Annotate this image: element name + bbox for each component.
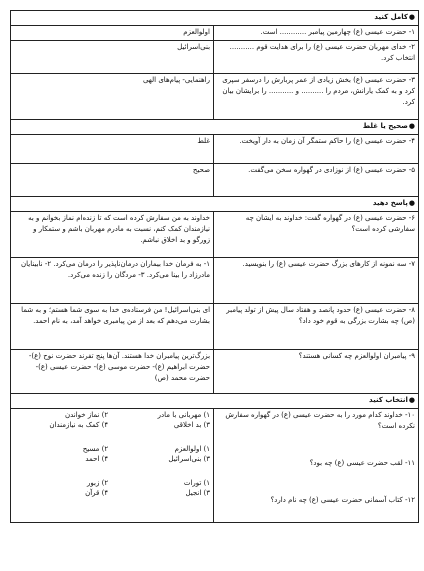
answer-2: بنی‌اسرائیل	[11, 41, 214, 74]
option: ۳) انجیل	[185, 489, 211, 497]
question-12: ۱۲- کتاب آسمانی حضرت عیسی (ع) چه نام دارد؟	[270, 496, 416, 504]
section-header-choose: ●انتخاب کنید	[11, 394, 419, 409]
bullet-icon: ●	[408, 396, 416, 404]
option: ۴) قرآن	[85, 489, 109, 497]
table-row	[11, 26, 419, 41]
question-2: ۲- خدای مهربان حضرت عیسی (ع) را برای هدایت قوم ........... انتخاب کرد.	[214, 41, 419, 74]
question-11: ۱۱- لقب حضرت عیسی (ع) چه بود؟	[309, 459, 416, 467]
answer-9: بزرگ‌ترین پیامبران خدا هستند. آن‌ها پنج تفرند حضرت نوح (ع)- حضرت ابراهیم (ع)- حضرت موسی (ع)- حضرت عیسی (ع)- حضرت محمد (ص)	[11, 350, 214, 394]
bullet-icon: ●	[408, 13, 416, 21]
table-row	[11, 409, 419, 523]
answer-5: صحیح	[11, 164, 214, 197]
option: ۱) اولوالعزم	[174, 445, 211, 453]
answer-6: خداوند به من سفارش کرده است که تا زنده‌ام نماز بخوانم و به نیازمندان کمک کنم، نسبت به مادرم مهربان باشم و ستمکار و زورگو و بد اخلاق نباشم.	[11, 212, 214, 258]
answer-7: ۱- به فرمان خدا بیماران درمان‌ناپذیر را درمان می‌کرد. ۲- نابینایان مادرزاد را بینا می‌کرد. ۳- مردگان را زنده می‌کرد.	[11, 258, 214, 304]
answer-3: راهنمایی- پیام‌های الهی	[11, 74, 214, 120]
answer-4: غلط	[11, 135, 214, 164]
option: ۲) نماز خواندن	[64, 411, 109, 419]
table-row	[11, 41, 419, 74]
question-5: ۵- حضرت عیسی (ع) از نوزادی در گهواره سخن می‌گفت.	[214, 164, 419, 197]
table-row	[11, 135, 419, 164]
table-row	[11, 350, 419, 394]
option: ۴) احمد	[85, 455, 109, 463]
question-3: ۳- حضرت عیسی (ع) بخش زیادی از عمر پربارش را درسفر سپری کرد و به کمک یارانش، مردم را .......... و ........... را برایشان بیان کرد.	[214, 74, 419, 120]
question-9: ۹- پیامبران اولوالعزم چه کسانی هستند؟	[214, 350, 419, 394]
option: ۲) مسیح	[82, 445, 109, 453]
worksheet-table	[10, 10, 419, 523]
question-8: ۸- حضرت عیسی (ع) حدود پانصد و هفتاد سال پیش از تولد پیامبر (ص) چه بشارت بزرگی به قوم خود داد؟	[214, 304, 419, 350]
section-header-answer: ●پاسخ دهید	[11, 197, 419, 212]
section-header-truefalse: ●صحیح یا غلط	[11, 120, 419, 135]
table-row	[11, 74, 419, 120]
table-row	[11, 164, 419, 197]
option: ۳) بنی‌اسرائیل	[168, 455, 211, 463]
table-row	[11, 258, 419, 304]
question-4: ۴- حضرت عیسی (ع) را حاکم ستمگر آن زمان به دار آویخت.	[214, 135, 419, 164]
table-row	[11, 304, 419, 350]
option: ۴) کمک به نیازمندان	[49, 421, 109, 429]
answer-1: اولوالعزم	[11, 26, 214, 41]
options-10-12	[11, 409, 214, 523]
question-7: ۷- سه نمونه از کارهای بزرگ حضرت عیسی (ع) را بنویسید.	[214, 258, 419, 304]
bullet-icon: ●	[408, 122, 416, 130]
option: ۲) زبور	[87, 479, 109, 487]
option: ۱) مهربانی با مادر	[157, 411, 211, 419]
question-1: ۱- حضرت عیسی (ع) چهارمین پیامبر ............ است.	[214, 26, 419, 41]
question-10: ۱۰- خداوند کدام مورد را به حضرت عیسی (ع) در گهواره سفارش نکرده است؟	[225, 411, 416, 430]
bullet-icon: ●	[408, 199, 416, 207]
question-6: ۶- حضرت عیسی (ع) در گهواره گفت: خداوند به ایشان چه سفارشی کرده است؟	[214, 212, 419, 258]
section-header-fill: ●کامل کنید	[11, 11, 419, 26]
answer-8: ای بنی‌اسرائیل! من فرستاده‌ی خدا به سوی شما هستم؛ و به شما بشارت می‌دهم که بعد از من پیامبری خواهد آمد، به نام احمد.	[11, 304, 214, 350]
option: ۱) تورات	[183, 479, 211, 487]
option: ۳) بد اخلاقی	[173, 421, 211, 429]
worksheet	[10, 10, 418, 565]
table-row	[11, 212, 419, 258]
questions-10-12	[214, 409, 419, 523]
